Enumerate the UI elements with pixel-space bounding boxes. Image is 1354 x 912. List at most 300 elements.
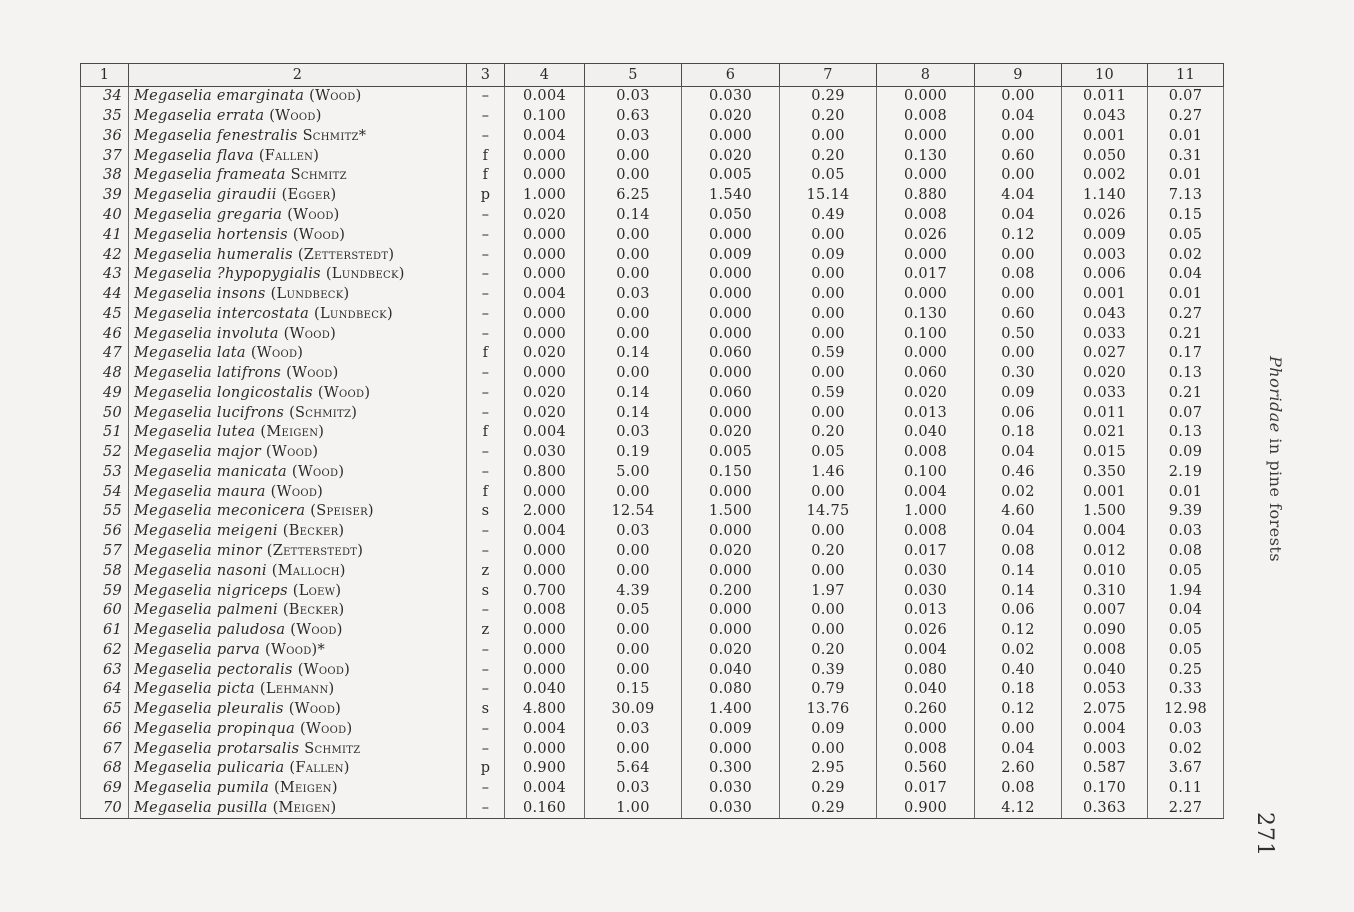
genus-name: Megaselia	[134, 286, 212, 303]
species-epithet: paludosa	[216, 622, 286, 639]
table-row	[81, 403, 1224, 423]
genus-name: Megaselia	[134, 246, 212, 263]
genus-name: Megaselia	[134, 622, 212, 639]
species-epithet: palmeni	[216, 602, 278, 619]
value-cell-10: 0.170	[1062, 779, 1148, 799]
species-epithet: insons	[216, 286, 266, 303]
value-cell-3: f	[467, 166, 505, 186]
species-epithet: involuta	[216, 325, 279, 342]
value-cell-10: 0.010	[1062, 561, 1148, 581]
value-cell-6: 0.000	[682, 621, 780, 641]
species-cell	[129, 285, 467, 305]
table-row	[81, 799, 1224, 819]
value-cell-8: 0.880	[877, 186, 975, 206]
value-cell-4: 0.004	[505, 87, 585, 107]
species-epithet: protarsalis	[216, 740, 300, 757]
value-cell-6: 0.000	[682, 739, 780, 759]
value-cell-10: 0.043	[1062, 304, 1148, 324]
genus-name: Megaselia	[134, 602, 212, 619]
value-cell-4: 0.000	[505, 482, 585, 502]
value-cell-6: 0.000	[682, 265, 780, 285]
species-epithet: latifrons	[216, 365, 282, 382]
genus-name: Megaselia	[134, 503, 212, 520]
table-row	[81, 344, 1224, 364]
value-cell-10: 0.011	[1062, 403, 1148, 423]
genus-name: Megaselia	[134, 305, 212, 322]
column-header: 10	[1062, 64, 1148, 87]
value-cell-11: 0.17	[1148, 344, 1224, 364]
value-cell-4: 0.020	[505, 383, 585, 403]
species-cell	[129, 799, 467, 819]
table-header	[81, 64, 1224, 87]
value-cell-4: 0.160	[505, 799, 585, 819]
column-header: 8	[877, 64, 975, 87]
value-cell-4: 0.000	[505, 739, 585, 759]
row-number-cell: 52	[81, 443, 129, 463]
genus-name: Megaselia	[134, 760, 212, 777]
species-author: (Wood)	[270, 483, 324, 500]
value-cell-3: –	[467, 225, 505, 245]
value-cell-6: 0.000	[682, 285, 780, 305]
value-cell-5: 0.00	[585, 245, 682, 265]
value-cell-6: 0.005	[682, 443, 780, 463]
value-cell-9: 0.08	[975, 779, 1062, 799]
row-number-cell: 38	[81, 166, 129, 186]
value-cell-4: 0.900	[505, 759, 585, 779]
value-cell-5: 0.00	[585, 265, 682, 285]
value-cell-8: 0.008	[877, 443, 975, 463]
value-cell-7: 0.20	[780, 640, 877, 660]
table-row	[81, 146, 1224, 166]
table-row	[81, 601, 1224, 621]
value-cell-10: 0.009	[1062, 225, 1148, 245]
value-cell-6: 1.540	[682, 186, 780, 206]
table-row	[81, 225, 1224, 245]
row-number-cell: 34	[81, 87, 129, 107]
value-cell-4: 2.000	[505, 502, 585, 522]
species-epithet: frameata	[216, 167, 286, 184]
value-cell-5: 0.00	[585, 621, 682, 641]
value-cell-5: 0.00	[585, 739, 682, 759]
value-cell-3: f	[467, 146, 505, 166]
table-row	[81, 779, 1224, 799]
value-cell-6: 0.030	[682, 87, 780, 107]
species-author: (Lehmann)	[259, 681, 335, 698]
value-cell-3: –	[467, 720, 505, 740]
value-cell-7: 0.00	[780, 561, 877, 581]
value-cell-11: 0.03	[1148, 522, 1224, 542]
genus-name: Megaselia	[134, 127, 212, 144]
value-cell-6: 0.000	[682, 127, 780, 147]
value-cell-8: 0.008	[877, 522, 975, 542]
genus-name: Megaselia	[134, 266, 212, 283]
species-author: (Zetterstedt)	[297, 246, 395, 263]
value-cell-9: 0.04	[975, 522, 1062, 542]
species-epithet: hortensis	[216, 226, 288, 243]
species-epithet: meigeni	[216, 523, 278, 540]
value-cell-10: 0.053	[1062, 680, 1148, 700]
genus-name: Megaselia	[134, 681, 212, 698]
value-cell-11: 0.01	[1148, 285, 1224, 305]
species-author: (Zetterstedt)	[266, 542, 364, 559]
genus-name: Megaselia	[134, 444, 212, 461]
value-cell-11: 0.11	[1148, 779, 1224, 799]
value-cell-9: 0.00	[975, 87, 1062, 107]
value-cell-9: 0.08	[975, 542, 1062, 562]
value-cell-8: 0.030	[877, 561, 975, 581]
species-cell	[129, 779, 467, 799]
value-cell-5: 0.00	[585, 225, 682, 245]
value-cell-4: 0.000	[505, 542, 585, 562]
value-cell-8: 0.013	[877, 601, 975, 621]
value-cell-11: 0.01	[1148, 166, 1224, 186]
species-cell	[129, 759, 467, 779]
table-row	[81, 561, 1224, 581]
value-cell-5: 0.03	[585, 779, 682, 799]
value-cell-5: 0.14	[585, 344, 682, 364]
value-cell-3: –	[467, 660, 505, 680]
value-cell-9: 0.08	[975, 265, 1062, 285]
value-cell-4: 0.004	[505, 127, 585, 147]
value-cell-6: 0.000	[682, 364, 780, 384]
value-cell-5: 4.39	[585, 581, 682, 601]
value-cell-7: 0.00	[780, 324, 877, 344]
value-cell-5: 0.19	[585, 443, 682, 463]
value-cell-4: 0.000	[505, 660, 585, 680]
row-number-cell: 60	[81, 601, 129, 621]
value-cell-11: 0.13	[1148, 423, 1224, 443]
value-cell-10: 0.021	[1062, 423, 1148, 443]
row-number-cell: 44	[81, 285, 129, 305]
value-cell-3: –	[467, 542, 505, 562]
value-cell-7: 0.29	[780, 779, 877, 799]
value-cell-11: 0.05	[1148, 561, 1224, 581]
value-cell-7: 0.59	[780, 383, 877, 403]
row-number-cell: 63	[81, 660, 129, 680]
value-cell-5: 5.00	[585, 463, 682, 483]
value-cell-3: –	[467, 383, 505, 403]
value-cell-7: 0.79	[780, 680, 877, 700]
value-cell-11: 2.27	[1148, 799, 1224, 819]
column-header: 11	[1148, 64, 1224, 87]
species-author: (Wood)	[300, 720, 353, 737]
row-number-cell: 45	[81, 304, 129, 324]
species-author: (Becker)	[282, 523, 345, 540]
species-epithet: lutea	[216, 424, 256, 441]
row-number-cell: 56	[81, 522, 129, 542]
value-cell-11: 0.31	[1148, 146, 1224, 166]
value-cell-7: 13.76	[780, 700, 877, 720]
value-cell-8: 0.000	[877, 166, 975, 186]
species-author: Schmitz	[290, 167, 347, 184]
row-number-cell: 59	[81, 581, 129, 601]
species-author: (Wood)	[269, 108, 322, 125]
value-cell-5: 12.54	[585, 502, 682, 522]
value-cell-11: 0.15	[1148, 206, 1224, 226]
value-cell-7: 0.09	[780, 720, 877, 740]
value-cell-3: –	[467, 680, 505, 700]
value-cell-6: 0.200	[682, 581, 780, 601]
value-cell-7: 0.00	[780, 364, 877, 384]
value-cell-4: 0.000	[505, 364, 585, 384]
value-cell-4: 0.000	[505, 561, 585, 581]
value-cell-4: 0.004	[505, 285, 585, 305]
species-author: (Wood)	[283, 325, 337, 342]
species-epithet: gregaria	[216, 206, 283, 223]
value-cell-10: 0.011	[1062, 87, 1148, 107]
value-cell-8: 0.100	[877, 463, 975, 483]
running-head-rest: in pine forests	[1266, 432, 1285, 563]
value-cell-9: 4.60	[975, 502, 1062, 522]
species-cell	[129, 127, 467, 147]
value-cell-4: 1.000	[505, 186, 585, 206]
value-cell-10: 0.026	[1062, 206, 1148, 226]
species-author: (Meigen)	[273, 780, 338, 797]
value-cell-3: –	[467, 463, 505, 483]
value-cell-7: 0.00	[780, 621, 877, 641]
table-row	[81, 739, 1224, 759]
row-number-cell: 62	[81, 640, 129, 660]
genus-name: Megaselia	[134, 424, 212, 441]
value-cell-6: 0.009	[682, 245, 780, 265]
species-author: (Wood)	[309, 88, 362, 105]
genus-name: Megaselia	[134, 325, 212, 342]
row-number-cell: 66	[81, 720, 129, 740]
value-cell-3: –	[467, 107, 505, 127]
value-cell-8: 0.013	[877, 403, 975, 423]
value-cell-8: 0.080	[877, 660, 975, 680]
value-cell-9: 0.12	[975, 225, 1062, 245]
value-cell-7: 0.59	[780, 344, 877, 364]
genus-name: Megaselia	[134, 167, 212, 184]
value-cell-11: 0.21	[1148, 324, 1224, 344]
species-cell	[129, 463, 467, 483]
value-cell-7: 0.00	[780, 285, 877, 305]
species-author: (Meigen)	[260, 424, 325, 441]
value-cell-8: 0.030	[877, 581, 975, 601]
species-epithet: pectoralis	[216, 661, 293, 678]
value-cell-9: 0.04	[975, 443, 1062, 463]
value-cell-8: 0.020	[877, 383, 975, 403]
genus-name: Megaselia	[134, 226, 212, 243]
value-cell-11: 0.02	[1148, 739, 1224, 759]
value-cell-4: 0.000	[505, 225, 585, 245]
value-cell-9: 0.50	[975, 324, 1062, 344]
value-cell-10: 1.500	[1062, 502, 1148, 522]
species-cell	[129, 383, 467, 403]
species-cell	[129, 482, 467, 502]
value-cell-5: 0.03	[585, 127, 682, 147]
table-row	[81, 127, 1224, 147]
value-cell-11: 0.01	[1148, 127, 1224, 147]
value-cell-7: 14.75	[780, 502, 877, 522]
value-cell-6: 0.080	[682, 680, 780, 700]
value-cell-7: 0.00	[780, 739, 877, 759]
value-cell-6: 0.040	[682, 660, 780, 680]
row-number-cell: 37	[81, 146, 129, 166]
value-cell-9: 0.09	[975, 383, 1062, 403]
value-cell-5: 0.03	[585, 87, 682, 107]
value-cell-6: 0.000	[682, 561, 780, 581]
value-cell-5: 0.14	[585, 403, 682, 423]
value-cell-10: 0.350	[1062, 463, 1148, 483]
value-cell-10: 0.587	[1062, 759, 1148, 779]
column-header: 7	[780, 64, 877, 87]
species-cell	[129, 739, 467, 759]
value-cell-3: s	[467, 700, 505, 720]
value-cell-3: –	[467, 206, 505, 226]
species-epithet: nigriceps	[216, 582, 288, 599]
value-cell-8: 0.560	[877, 759, 975, 779]
value-cell-6: 0.030	[682, 799, 780, 819]
value-cell-6: 0.000	[682, 482, 780, 502]
value-cell-9: 0.60	[975, 146, 1062, 166]
value-cell-3: f	[467, 482, 505, 502]
value-cell-8: 0.130	[877, 146, 975, 166]
genus-name: Megaselia	[134, 384, 212, 401]
value-cell-8: 0.000	[877, 245, 975, 265]
value-cell-3: p	[467, 759, 505, 779]
species-author: (Becker)	[282, 602, 345, 619]
value-cell-11: 2.19	[1148, 463, 1224, 483]
value-cell-11: 0.33	[1148, 680, 1224, 700]
value-cell-10: 0.090	[1062, 621, 1148, 641]
column-header: 9	[975, 64, 1062, 87]
species-epithet: picta	[216, 681, 255, 698]
value-cell-11: 0.01	[1148, 482, 1224, 502]
table-row	[81, 324, 1224, 344]
species-epithet: maura	[216, 483, 266, 500]
value-cell-10: 0.007	[1062, 601, 1148, 621]
value-cell-5: 0.63	[585, 107, 682, 127]
species-cell	[129, 660, 467, 680]
value-cell-10: 0.015	[1062, 443, 1148, 463]
species-epithet: emarginata	[216, 88, 305, 105]
value-cell-4: 0.000	[505, 146, 585, 166]
value-cell-10: 0.001	[1062, 285, 1148, 305]
species-author: (Wood)	[286, 365, 339, 382]
species-author: (Wood)	[265, 444, 319, 461]
value-cell-10: 0.020	[1062, 364, 1148, 384]
value-cell-11: 0.02	[1148, 245, 1224, 265]
table-row	[81, 640, 1224, 660]
table-row	[81, 680, 1224, 700]
value-cell-7: 0.00	[780, 304, 877, 324]
value-cell-6: 0.300	[682, 759, 780, 779]
value-cell-3: f	[467, 423, 505, 443]
value-cell-8: 0.017	[877, 265, 975, 285]
value-cell-5: 0.14	[585, 383, 682, 403]
species-author: (Wood)*	[265, 641, 326, 658]
value-cell-7: 0.00	[780, 127, 877, 147]
value-cell-6: 0.020	[682, 423, 780, 443]
value-cell-7: 0.49	[780, 206, 877, 226]
species-epithet: pumila	[216, 780, 270, 797]
value-cell-8: 0.004	[877, 482, 975, 502]
value-cell-4: 0.100	[505, 107, 585, 127]
species-epithet: flava	[216, 147, 254, 164]
value-cell-7: 0.05	[780, 166, 877, 186]
species-epithet: minor	[216, 542, 262, 559]
value-cell-9: 0.02	[975, 482, 1062, 502]
species-epithet: manicata	[216, 463, 287, 480]
row-number-cell: 70	[81, 799, 129, 819]
value-cell-5: 6.25	[585, 186, 682, 206]
value-cell-4: 0.700	[505, 581, 585, 601]
value-cell-7: 0.00	[780, 403, 877, 423]
species-author: (Meigen)	[272, 799, 337, 816]
value-cell-5: 0.00	[585, 542, 682, 562]
species-author: Schmitz	[304, 740, 361, 757]
value-cell-5: 0.00	[585, 561, 682, 581]
value-cell-9: 0.18	[975, 423, 1062, 443]
value-cell-10: 0.004	[1062, 720, 1148, 740]
row-number-cell: 69	[81, 779, 129, 799]
value-cell-4: 0.000	[505, 324, 585, 344]
value-cell-3: –	[467, 779, 505, 799]
value-cell-6: 0.000	[682, 324, 780, 344]
table-row	[81, 621, 1224, 641]
value-cell-8: 1.000	[877, 502, 975, 522]
species-author: (Lundbeck)	[325, 266, 405, 283]
species-cell	[129, 87, 467, 107]
value-cell-3: –	[467, 601, 505, 621]
value-cell-11: 0.07	[1148, 87, 1224, 107]
species-cell	[129, 561, 467, 581]
value-cell-11: 9.39	[1148, 502, 1224, 522]
row-number-cell: 53	[81, 463, 129, 483]
value-cell-9: 0.18	[975, 680, 1062, 700]
value-cell-5: 0.03	[585, 720, 682, 740]
value-cell-5: 0.03	[585, 285, 682, 305]
row-number-cell: 36	[81, 127, 129, 147]
value-cell-10: 0.040	[1062, 660, 1148, 680]
value-cell-8: 0.040	[877, 423, 975, 443]
value-cell-7: 1.97	[780, 581, 877, 601]
table-row	[81, 463, 1224, 483]
value-cell-4: 0.800	[505, 463, 585, 483]
species-cell	[129, 146, 467, 166]
value-cell-4: 0.004	[505, 720, 585, 740]
table-row	[81, 423, 1224, 443]
row-number-cell: 55	[81, 502, 129, 522]
row-number-cell: 43	[81, 265, 129, 285]
value-cell-9: 0.14	[975, 561, 1062, 581]
value-cell-9: 0.40	[975, 660, 1062, 680]
value-cell-9: 0.00	[975, 285, 1062, 305]
species-epithet: lucifrons	[216, 404, 285, 421]
column-header: 1	[81, 64, 129, 87]
value-cell-11: 3.67	[1148, 759, 1224, 779]
genus-name: Megaselia	[134, 483, 212, 500]
value-cell-9: 0.02	[975, 640, 1062, 660]
species-epithet: lata	[216, 345, 246, 362]
value-cell-9: 0.30	[975, 364, 1062, 384]
table-row	[81, 265, 1224, 285]
value-cell-7: 15.14	[780, 186, 877, 206]
species-epithet: longicostalis	[216, 384, 313, 401]
genus-name: Megaselia	[134, 147, 212, 164]
species-cell	[129, 107, 467, 127]
genus-name: Megaselia	[134, 701, 212, 718]
value-cell-11: 0.25	[1148, 660, 1224, 680]
value-cell-8: 0.000	[877, 127, 975, 147]
species-cell	[129, 621, 467, 641]
value-cell-6: 1.500	[682, 502, 780, 522]
value-cell-4: 0.040	[505, 680, 585, 700]
species-epithet: fenestralis	[216, 127, 298, 144]
species-author: (Wood)	[287, 206, 340, 223]
